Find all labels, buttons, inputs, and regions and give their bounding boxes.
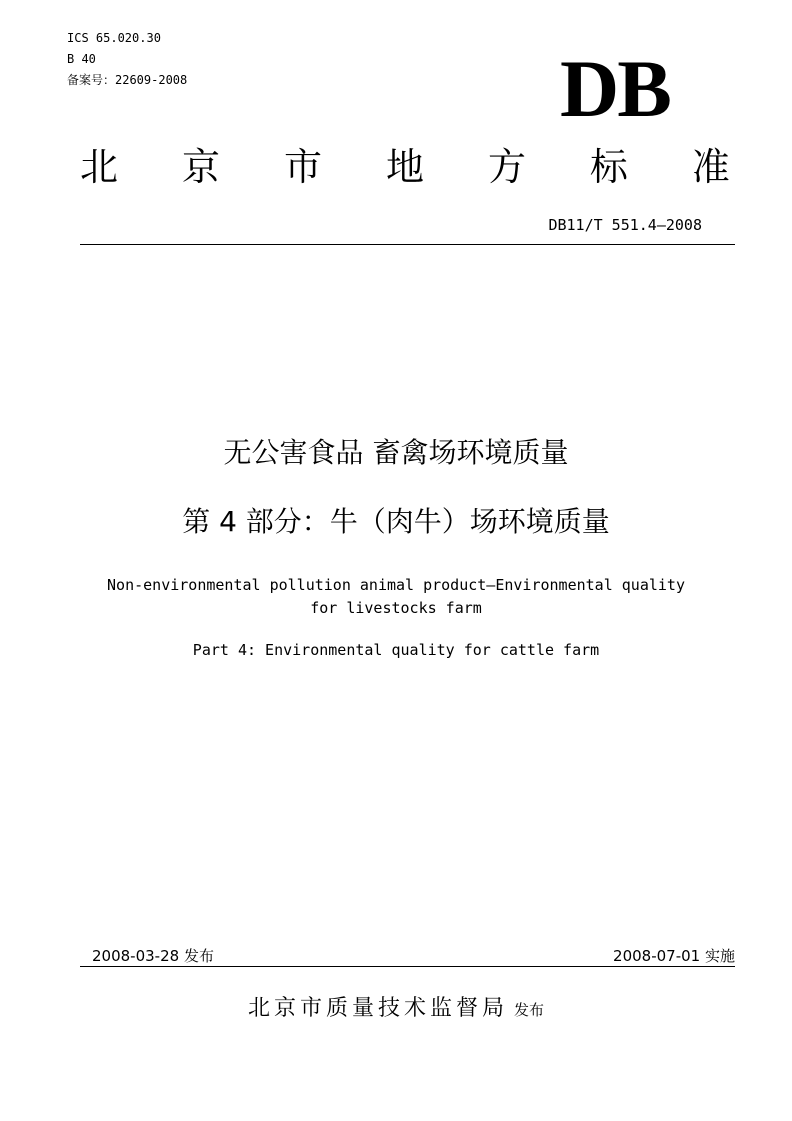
issue-date: 2008-03-28 发布 [92,947,214,965]
ccs-code: B 40 [67,52,96,66]
standard-type-char: 北 [80,145,119,189]
standard-type-char: 标 [589,145,628,189]
issuer-name: 北京市质量技术监督局 [247,996,508,1021]
filing-number: 备案号：22609-2008 [67,73,188,87]
english-main-title-line2: for livestocks farm [310,599,482,617]
header-divider [80,244,735,245]
issuer-action: 发布 [514,1001,545,1019]
chinese-part-title: 第 4 部分：牛（肉牛）场环境质量 [182,505,610,538]
standard-type-char: 市 [283,145,322,189]
standard-type-heading [80,142,730,192]
footer-divider [80,966,735,967]
english-main-title-line1: Non-environmental pollution animal product—Environmental quality [107,576,685,594]
standard-type-char: 方 [487,145,526,189]
standard-type-char: 地 [385,145,424,189]
chinese-main-title: 无公害食品 畜禽场环境质量 [223,436,569,469]
standard-type-char: 京 [181,145,220,189]
english-part-title: Part 4: Environmental quality for cattle farm [192,641,600,659]
implementation-date: 2008-07-01 实施 [613,947,735,965]
db-logo: DB [560,43,670,134]
issuer-line [0,992,792,1027]
standard-number: DB11/T 551.4—2008 [548,216,702,234]
ics-code: ICS 65.020.30 [67,31,161,45]
standard-type-char: 准 [691,145,730,189]
